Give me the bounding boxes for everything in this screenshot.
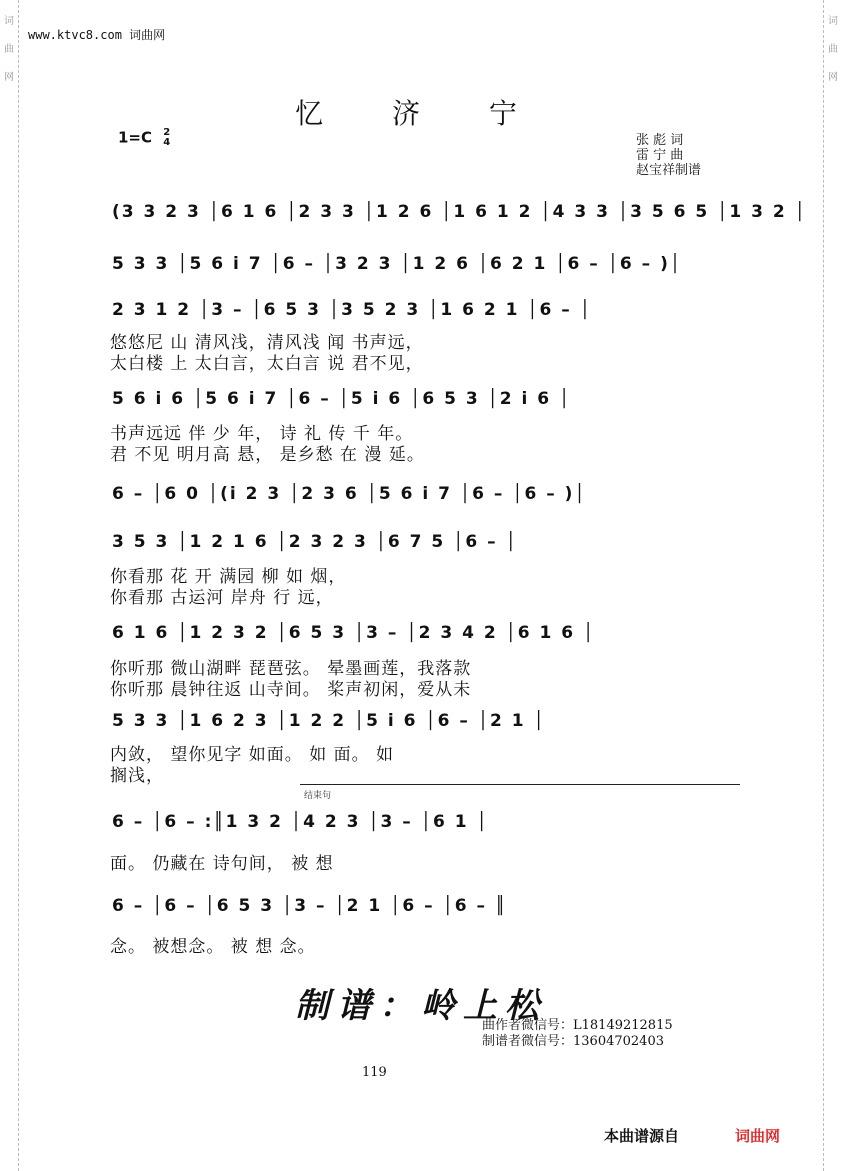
composer-wechat: 曲作者微信号：L18149212815 xyxy=(482,1018,673,1033)
lyric-line: 搁浅， xyxy=(110,766,164,786)
credits xyxy=(636,133,701,178)
watermark-char: 网 xyxy=(4,72,14,83)
key-signature xyxy=(118,128,170,148)
score-row: 6 – │6 0 │(i 2 3 │2 3 6 │5 6 i 7 │6 – │6 – )│ xyxy=(112,484,587,504)
lyric-line: 你看那 古运河 岸舟 行 远， xyxy=(110,588,334,608)
ending-label: 结束句 xyxy=(304,791,332,801)
song-title: 忆 济 宁 xyxy=(295,97,547,130)
lyric-line: 悠悠尼 山 清风浅，清风浅 闻 书声远， xyxy=(110,333,424,353)
watermark-char: 曲 xyxy=(4,44,14,55)
lyric-line: 你看那 花 开 满园 柳 如 烟， xyxy=(110,567,347,587)
score-row: 6 – │6 – │6 5 3 │3 – │2 1 │6 – │6 – ║ xyxy=(112,896,508,916)
page-number: 119 xyxy=(362,1065,387,1080)
lyric-line: 你听那 晨钟往返 山寺间。 桨声初闲，爱从未 xyxy=(110,680,472,700)
watermark-char: 网 xyxy=(828,72,838,83)
watermark-char: 词 xyxy=(4,16,14,27)
watermark-char: 词 xyxy=(828,16,838,27)
score-row: 6 – │6 – :║1 3 2 │4 2 3 │3 – │6 1 │ xyxy=(112,812,489,832)
contacts xyxy=(482,1018,673,1050)
lyricist-credit: 张 彪 词 xyxy=(636,133,684,148)
score-row: 6 1 6 │1 2 3 2 │6 5 3 │3 – │2 3 4 2 │6 1 6 │ xyxy=(112,623,596,643)
lyric-line: 你听那 微山湖畔 琵琶弦。 晕墨画莲，我落款 xyxy=(110,659,472,679)
score-row: 3 5 3 │1 2 1 6 │2 3 2 3 │6 7 5 │6 – │ xyxy=(112,532,518,552)
lyric-line: 书声远远 伴 少 年， 诗 礼 传 千 年。 xyxy=(110,424,414,444)
ending-bracket xyxy=(300,784,740,785)
time-top: 2 xyxy=(163,127,171,138)
time-bottom: 4 xyxy=(163,137,171,148)
score-row: 5 6 i 6 │5 6 i 7 │6 – │5 i 6 │6 5 3 │2 i 6 │ xyxy=(112,389,572,409)
transcriber-wechat: 制谱者微信号：13604702403 xyxy=(482,1034,664,1049)
transcriber-signature: 制谱：岭上松 xyxy=(295,986,547,1026)
source-brand-link[interactable]: 词曲网 xyxy=(735,1127,781,1145)
score-row: 5 3 3 │5 6 i 7 │6 – │3 2 3 │1 2 6 │6 2 1 │6 – │6 – )│ xyxy=(112,254,683,274)
lyric-line: 太白楼 上 太白言，太白言 说 君不见， xyxy=(110,354,424,374)
source-credit xyxy=(604,1125,780,1146)
lyric-line: 面。 仍藏在 诗句间， 被 想 xyxy=(110,854,334,874)
site-url[interactable]: www.ktvc8.com 词曲网 xyxy=(28,28,166,42)
source-label: 本曲谱源自 xyxy=(604,1127,680,1145)
key-text: 1=C xyxy=(118,128,153,147)
score-row: (3 3 2 3 │6 1 6 │2 3 3 │1 2 6 │1 6 1 2 │4 3 3 │3 5 6 5 │1 3 2 │ xyxy=(112,202,807,222)
lyric-line: 君 不见 明月高 悬， 是乡愁 在 漫 延。 xyxy=(110,445,425,465)
watermark-char: 曲 xyxy=(828,44,838,55)
transcriber-credit: 赵宝祥制谱 xyxy=(636,163,702,178)
lyric-line: 内敛， 望你见字 如面。 如 面。 如 xyxy=(110,745,395,765)
score-row: 2 3 1 2 │3 – │6 5 3 │3 5 2 3 │1 6 2 1 │6 – │ xyxy=(112,300,592,320)
lyric-line: 念。 被想念。 被 想 念。 xyxy=(110,937,316,957)
time-signature xyxy=(163,128,170,148)
score-row: 5 3 3 │1 6 2 3 │1 2 2 │5 i 6 │6 – │2 1 │ xyxy=(112,711,546,731)
composer-credit: 雷 宁 曲 xyxy=(636,148,684,163)
